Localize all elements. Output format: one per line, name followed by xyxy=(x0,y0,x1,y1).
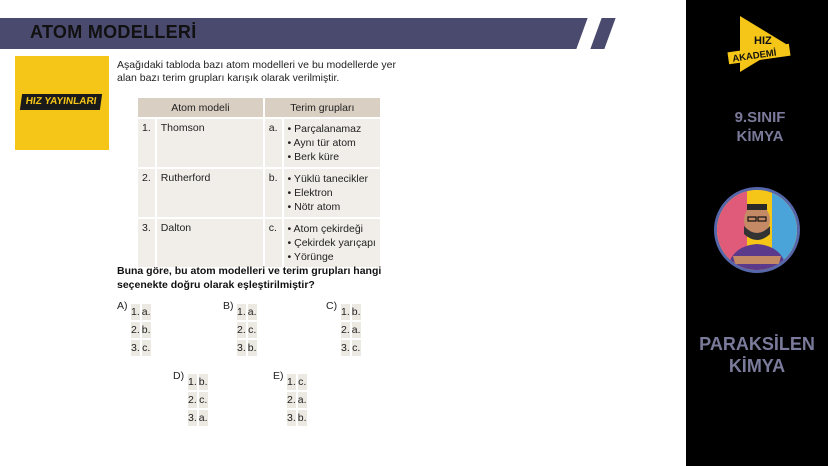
models-table xyxy=(136,96,382,269)
pair-number: 2. xyxy=(188,394,197,406)
option-letter: D) xyxy=(173,370,185,382)
option-pairs xyxy=(285,372,309,428)
title-stripe xyxy=(590,18,615,49)
pair-number: 1. xyxy=(287,376,296,388)
term-item: • Yörünge xyxy=(287,251,334,263)
pair-letter: b. xyxy=(141,324,151,336)
term-letter: c. xyxy=(265,219,282,267)
pair-letter: a. xyxy=(141,306,151,318)
intro-text: Aşağıdaki tabloda bazı atom modelleri ve bu modellerde yer alan bazı terim grupları karışık olarak verilmiştir. xyxy=(117,59,396,84)
option-letter: B) xyxy=(223,300,234,312)
pair-letter: a. xyxy=(351,324,361,336)
pair-letter: a. xyxy=(297,394,307,406)
pair-letter: b. xyxy=(351,306,361,318)
teacher-line: KİMYA xyxy=(728,356,786,376)
pair-number: 1. xyxy=(341,306,350,318)
pair-number: 1. xyxy=(131,306,140,318)
pair-letter: c. xyxy=(248,324,257,336)
grade-label xyxy=(700,108,820,146)
term-item: • Yüklü tanecikler xyxy=(287,173,369,185)
term-item: • Aynı tür atom xyxy=(287,137,356,149)
option-letter: E) xyxy=(273,370,284,382)
term-item: • Çekirdek yarıçapı xyxy=(287,237,376,249)
term-item: • Atom çekirdeği xyxy=(287,223,363,235)
term-item: • Elektron xyxy=(287,187,333,199)
model-name: Thomson xyxy=(157,119,263,167)
brand-bottom-text: AKADEMİ xyxy=(731,47,778,65)
table-header-terms: Terim grupları xyxy=(265,98,380,117)
pair-number: 2. xyxy=(287,394,296,406)
table-row xyxy=(138,169,380,217)
pair-number: 1. xyxy=(188,376,197,388)
row-number: 2. xyxy=(138,169,155,217)
model-name: Rutherford xyxy=(157,169,263,217)
avatar-person-icon xyxy=(717,190,797,270)
question-text: Buna göre, bu atom modelleri ve terim grupları hangi seçenekte doğru olarak eşleştirilmiştir? xyxy=(117,265,382,291)
option-pairs xyxy=(339,302,363,358)
teacher-line: PARAKSİLEN xyxy=(699,334,815,354)
pair-number: 3. xyxy=(237,342,246,354)
option-pairs xyxy=(186,372,210,428)
table-row xyxy=(138,219,380,267)
term-list xyxy=(284,169,380,217)
pair-letter: b. xyxy=(297,412,307,424)
row-number: 3. xyxy=(138,219,155,267)
option-pairs xyxy=(129,302,153,358)
pair-number: 2. xyxy=(131,324,140,336)
term-list xyxy=(284,219,380,267)
option-letter: A) xyxy=(117,300,128,312)
option-letter: C) xyxy=(326,300,338,312)
term-item: • Berk küre xyxy=(287,151,340,163)
pair-letter: c. xyxy=(298,376,307,388)
pair-number: 3. xyxy=(131,342,140,354)
term-list xyxy=(284,119,380,167)
pair-letter: b. xyxy=(198,376,208,388)
publisher-logo xyxy=(15,56,109,150)
pair-letter: c. xyxy=(352,342,361,354)
teacher-avatar xyxy=(714,187,800,273)
term-letter: a. xyxy=(265,119,282,167)
term-letter: b. xyxy=(265,169,282,217)
option-pairs xyxy=(235,302,259,358)
model-name: Dalton xyxy=(157,219,263,267)
publisher-logo-text: HIZ YAYINLARI xyxy=(20,94,102,110)
table-row xyxy=(138,119,380,167)
pair-number: 3. xyxy=(188,412,197,424)
pair-letter: b. xyxy=(247,342,257,354)
pair-letter: c. xyxy=(142,342,151,354)
page-title: ATOM MODELLERİ xyxy=(30,22,197,42)
pair-number: 1. xyxy=(237,306,246,318)
term-item: • Parçalanamaz xyxy=(287,123,362,135)
grade-line: KİMYA xyxy=(736,128,784,145)
term-item: • Nötr atom xyxy=(287,201,341,213)
pair-number: 3. xyxy=(287,412,296,424)
pair-number: 2. xyxy=(237,324,246,336)
pair-letter: a. xyxy=(247,306,257,318)
teacher-label xyxy=(688,333,826,377)
table-header-model: Atom modeli xyxy=(138,98,263,117)
brand-top-text: HIZ xyxy=(754,35,772,47)
row-number: 1. xyxy=(138,119,155,167)
hiz-akademi-logo xyxy=(726,14,792,74)
pair-letter: c. xyxy=(199,394,208,406)
pair-number: 3. xyxy=(341,342,350,354)
pair-letter: a. xyxy=(198,412,208,424)
grade-line: 9.SINIF xyxy=(734,109,786,126)
pair-number: 2. xyxy=(341,324,350,336)
